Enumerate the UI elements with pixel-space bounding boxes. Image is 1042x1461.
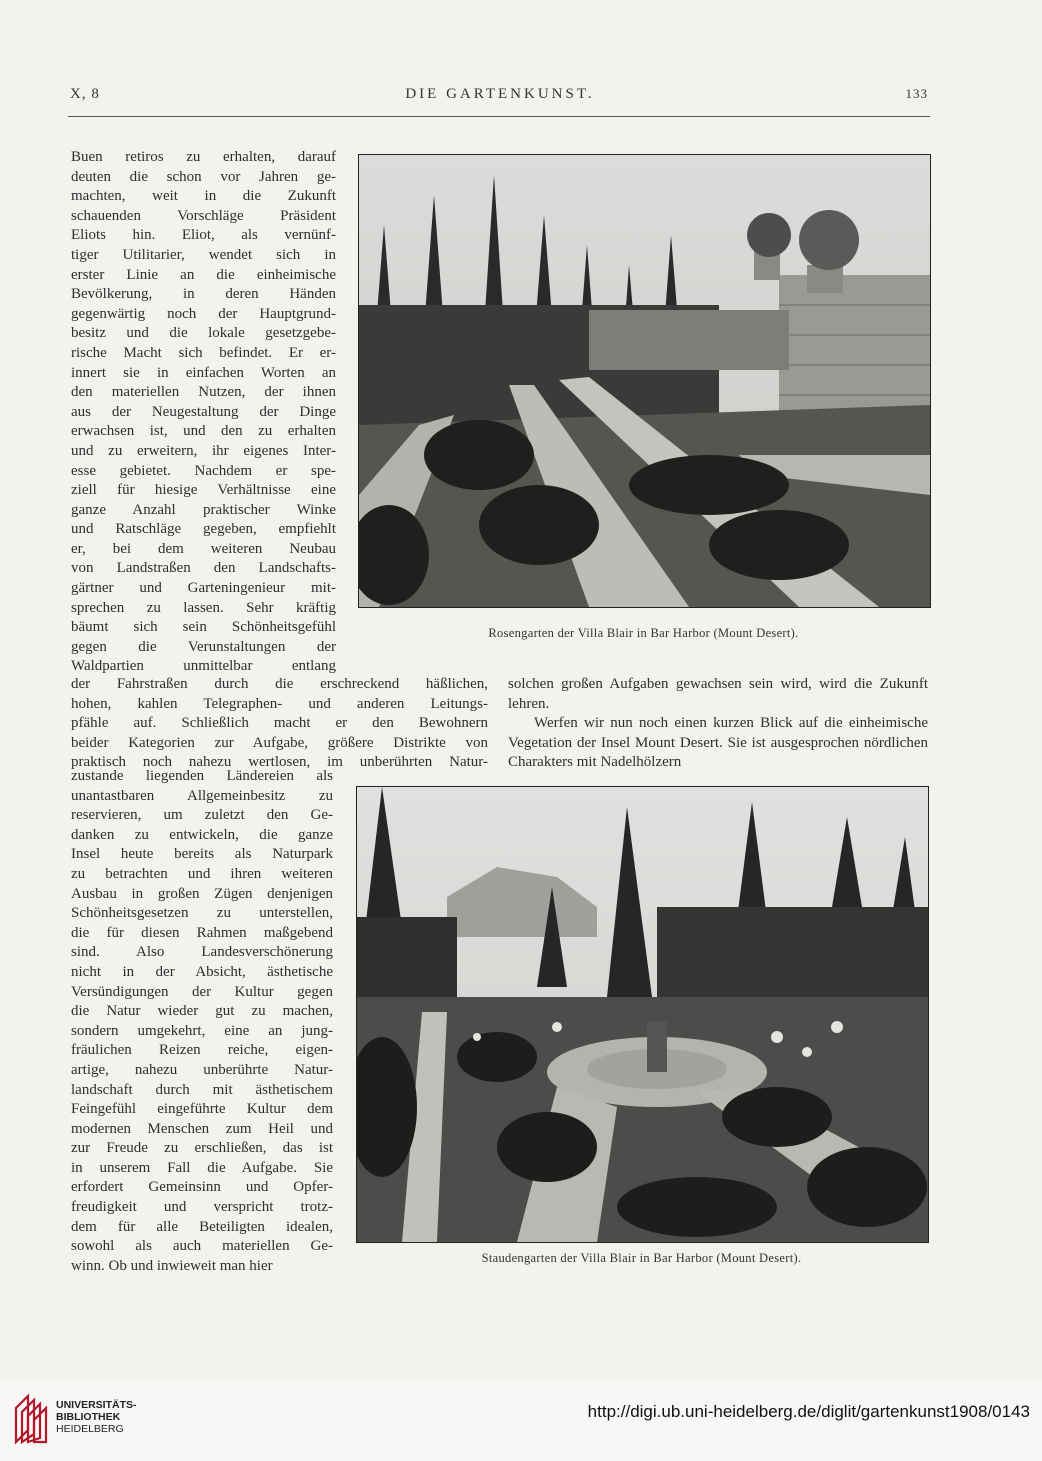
text-line: Insel heute bereits als Naturpark [71,846,333,863]
text-line: in unserem Fall die Aufgabe. Sie [71,1159,333,1176]
text-line: sind. Also Landesverschönerung [71,944,333,961]
text-line: Feingefühl eingeführte Kultur dem [71,1101,333,1118]
text-line: nicht in der Absicht, ästhetische [71,963,333,980]
text-line: unantastbaren Allgemeinbesitz zu [71,787,333,804]
library-name-line: HEIDELBERG [56,1423,124,1435]
text-line: ziell für hiesige Verhältnisse eine [71,482,336,499]
text-column-right [508,675,928,773]
paragraph: Werfen wir nun noch einen kurzen Blick auf die einheimische Vegetation der Insel Mount Desert. Sie ist ausgesprochen nördlichen Charakters mit Nadelhölzern [508,715,928,771]
text-line: erfordert Gemeinsinn und Opfer- [71,1179,333,1196]
text-line: sprechen zu lassen. Sehr kräftig [71,599,336,616]
text-line: Waldpartien unmittelbar entlang [71,658,336,675]
text-line: ganze Anzahl praktischer Winke [71,501,336,518]
text-line: artige, nahezu unberührte Natur- [71,1061,333,1078]
text-line: reservieren, um zuletzt den Ge- [71,807,333,824]
text-line: die Natur wieder gut zu machen, [71,1003,333,1020]
text-line: gegenwärtig noch der Hauptgrund- [71,305,336,322]
volume-issue: X, 8 [70,86,100,102]
journal-title: DIE GARTENKUNST. [405,86,595,102]
text-line: gegen die Verunstaltungen der [71,638,336,655]
text-line: erwachsen ist, und den zu erhalten [71,423,336,440]
text-column-full-left [71,675,488,773]
text-line: innert sie in einfachen Worten an [71,364,336,381]
page-number: 133 [905,86,928,101]
text-column-upper-left [71,148,336,677]
permalink-url[interactable]: http://digi.ub.uni-heidelberg.de/diglit/gartenkunst1908/0143 [587,1402,1030,1421]
text-line: modernen Menschen zum Heil und [71,1120,333,1137]
text-line: gärtner und Garteningenieur mit- [71,580,336,597]
text-line: und Ratschläge gegeben, empfiehlt [71,521,336,538]
figure-caption: Rosengarten der Villa Blair in Bar Harbor (Mount Desert). [488,626,799,640]
text-line: von Landstraßen den Landschafts- [71,560,336,577]
rose-garden-photo [358,154,931,608]
text-line: Bevölkerung, in deren Händen [71,286,336,303]
text-line: Versündigungen der Kultur gegen [71,983,333,1000]
library-name-line: BIBLIOTHEK [56,1411,121,1423]
text-line: hohen, kahlen Telegraphen- und anderen Leitungs- [71,695,488,712]
text-line: der Fahrstraßen durch die erschreckend häßlichen, [71,676,488,692]
text-line: winn. Ob und inwieweit man hier [71,1257,273,1274]
text-line: esse gebietet. Nachdem er spe- [71,462,336,479]
text-column-lower-left [71,767,333,1276]
library-name [56,1399,137,1435]
text-line: aus der Neugestaltung der Dinge [71,403,336,420]
library-name-line: UNIVERSITÄTS- [56,1399,137,1411]
text-line: machten, weit in die Zukunft [71,188,336,205]
text-line: beider Kategorien zur Aufgabe, größere Distrikte von [71,734,488,751]
text-line: Ausbau in großen Zügen denjenigen [71,885,333,902]
text-line: bäumt sich sein Schönheitsgefühl [71,619,336,636]
text-line: landschaft durch mit ästhetischem [71,1081,333,1098]
text-line: Schönheitsgesetzen zu unterstellen, [71,905,333,922]
text-line: freudigkeit und verspricht trotz- [71,1199,333,1216]
perennial-garden-illustration [357,787,928,1242]
text-line: danken zu entwickeln, die ganze [71,826,333,843]
text-line: zu betrachten und ihren weiteren [71,865,333,882]
text-line: praktisch noch nahezu wertlosen, im unberührten Natur- [71,754,488,771]
text-line: er, bei dem weiteren Neubau [71,540,336,557]
text-line: erster Linie an die einheimische [71,266,336,283]
footer-bar [0,1380,1042,1461]
text-line: fräulichen Reizen reiche, eigen- [71,1042,333,1059]
text-line: schauenden Vorschläge Präsident [71,207,336,224]
text-line: den materiellen Nutzen, der ihnen [71,384,336,401]
text-line: deuten die schon vor Jahren ge- [71,168,336,185]
text-line: Eliots hin. Eliot, als vernünf- [71,227,336,244]
perennial-garden-photo [356,786,929,1243]
text-line: dem für alle Beteiligten idealen, [71,1218,333,1235]
text-line: zustande liegenden Ländereien als [71,768,333,784]
text-line: pfähle auf. Schließlich macht er den Bewohnern [71,715,488,732]
text-line: und zu erweitern, ihr eigenes Inter- [71,442,336,459]
rose-garden-illustration [359,155,930,607]
text-line: Buen retiros zu erhalten, darauf [71,149,336,165]
text-line: tiger Utilitarier, wendet sich in [71,246,336,263]
figure-caption: Staudengarten der Villa Blair in Bar Harbor (Mount Desert). [481,1251,802,1265]
text-line: zur Freude zu erschließen, das ist [71,1140,333,1157]
header-rule [68,116,930,117]
text-line: rische Macht sich befindet. Er er- [71,344,336,361]
library-logo-icon [14,1392,48,1444]
text-line: sowohl als auch materiellen Ge- [71,1238,333,1255]
text-line: die für diesen Rahmen maßgebend [71,924,333,941]
text-line: sondern umgekehrt, eine an jung- [71,1022,333,1039]
text-line: besitz und die lokale gesetzgebe- [71,325,336,342]
paragraph: solchen großen Aufgaben gewachsen sein wird, wird die Zukunft lehren. [508,676,928,712]
